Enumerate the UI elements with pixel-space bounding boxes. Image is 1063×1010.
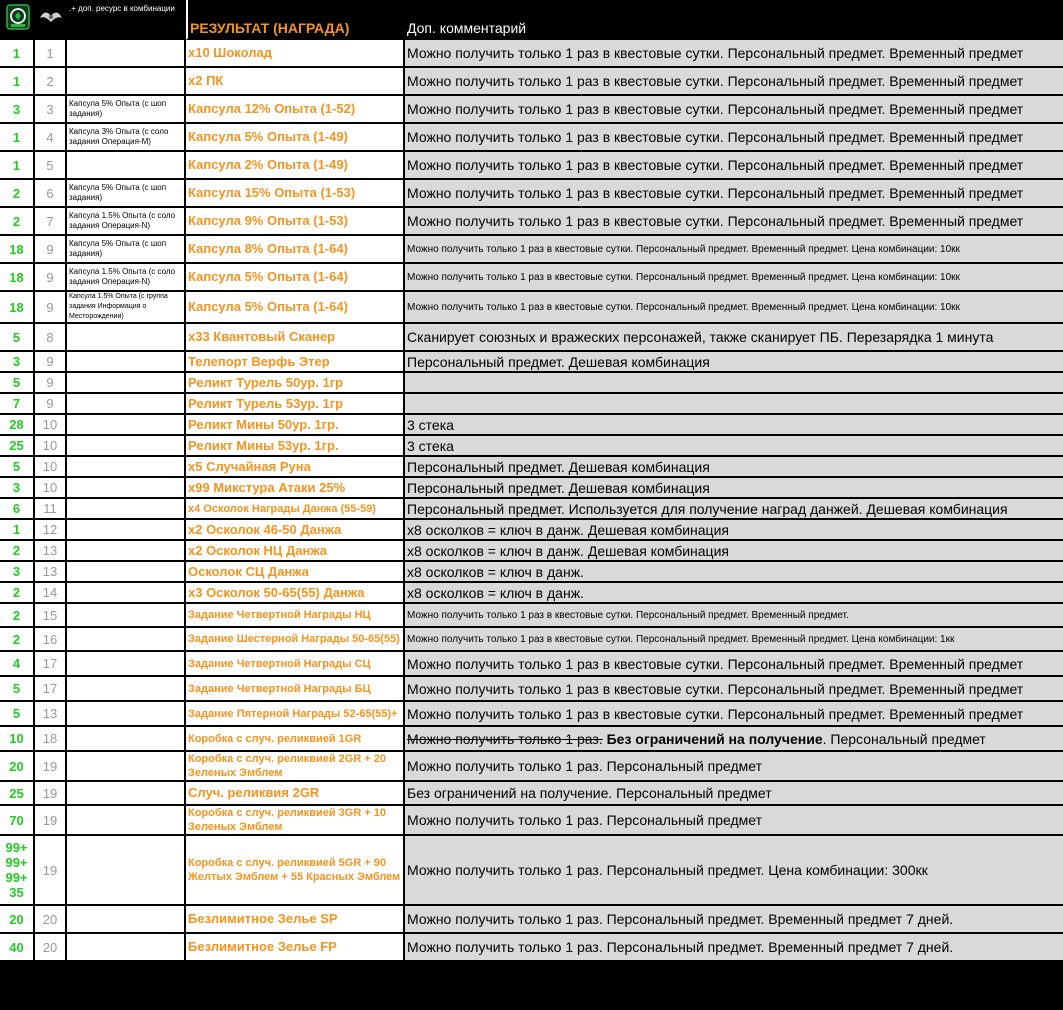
cell-count: 5	[0, 677, 35, 702]
cell-result: x10 Шоколад	[186, 40, 405, 68]
cell-level: 13	[35, 562, 67, 583]
cell-extra	[67, 752, 186, 782]
cell-count: 18	[0, 264, 35, 292]
cell-count: 5	[0, 373, 35, 394]
cell-level: 17	[35, 677, 67, 702]
cell-result: Капсула 5% Опыта (1-64)	[186, 264, 405, 292]
cell-level: 10	[35, 436, 67, 457]
header-comment: Доп. комментарий	[405, 0, 1063, 40]
cell-count: 25	[0, 436, 35, 457]
cell-comment: 3 стека	[405, 415, 1063, 436]
cell-extra	[67, 68, 186, 96]
table-row	[0, 457, 1063, 478]
cell-extra	[67, 152, 186, 180]
cell-count: 5	[0, 324, 35, 352]
table-row	[0, 583, 1063, 604]
cell-result: x3 Осколок 50-65(55) Данжа	[186, 583, 405, 604]
table-row	[0, 652, 1063, 677]
table-row	[0, 292, 1063, 324]
cell-comment: Можно получить только 1 раз в квестовые сутки. Персональный предмет. Временный предмет	[405, 96, 1063, 124]
cell-level: 8	[35, 324, 67, 352]
cell-count: 2	[0, 604, 35, 628]
cell-count: 2	[0, 628, 35, 652]
cell-result: Реликт Мины 50ур. 1гр.	[186, 415, 405, 436]
cell-result: Коробка с случ. реликвией 5GR + 90 Желтых Эмблем + 55 Красных Эмблем	[186, 836, 405, 906]
cell-count: 5	[0, 702, 35, 727]
cell-level: 5	[35, 152, 67, 180]
cell-extra	[67, 40, 186, 68]
cell-extra	[67, 436, 186, 457]
cell-count: 20	[0, 906, 35, 934]
cell-result: x33 Квантовый Сканер	[186, 324, 405, 352]
cell-count: 2	[0, 208, 35, 236]
cell-level: 17	[35, 652, 67, 677]
cell-extra	[67, 520, 186, 541]
table-row	[0, 604, 1063, 628]
cell-level: 9	[35, 394, 67, 415]
cell-result: Реликт Турель 50ур. 1гр	[186, 373, 405, 394]
cell-extra	[67, 352, 186, 373]
cell-result: Реликт Турель 53ур. 1гр	[186, 394, 405, 415]
cell-comment: Персональный предмет. Используется для получение наград данжей. Дешевая комбинация	[405, 499, 1063, 520]
cell-comment: x8 осколков = ключ в данж. Дешевая комбинация	[405, 520, 1063, 541]
cell-level: 10	[35, 457, 67, 478]
table-row	[0, 352, 1063, 373]
table-row	[0, 264, 1063, 292]
cell-count: 28	[0, 415, 35, 436]
header-result: РЕЗУЛЬТАТ (НАГРАДА)	[186, 0, 405, 40]
cell-level: 15	[35, 604, 67, 628]
cell-comment	[405, 394, 1063, 415]
cell-extra	[67, 324, 186, 352]
cell-count: 1	[0, 68, 35, 96]
cell-count: 2	[0, 180, 35, 208]
table-row	[0, 752, 1063, 782]
cell-result: x2 ПК	[186, 68, 405, 96]
cell-level: 11	[35, 499, 67, 520]
header-extra: .+ доп. ресурс в комбинации	[67, 0, 186, 40]
cell-extra	[67, 478, 186, 499]
cell-count: 2	[0, 583, 35, 604]
cell-level: 1	[35, 40, 67, 68]
cell-level: 9	[35, 373, 67, 394]
table-row	[0, 208, 1063, 236]
table-row	[0, 324, 1063, 352]
cell-extra	[67, 806, 186, 836]
cell-comment: Без ограничений на получение. Персональный предмет	[405, 782, 1063, 806]
cell-comment: Можно получить только 1 раз в квестовые сутки. Персональный предмет. Временный предмет	[405, 124, 1063, 152]
cell-level: 13	[35, 541, 67, 562]
cell-level: 7	[35, 208, 67, 236]
cell-extra	[67, 906, 186, 934]
table-row	[0, 96, 1063, 124]
cell-result: Осколок СЦ Данжа	[186, 562, 405, 583]
cell-comment: Можно получить только 1 раз. Персональный предмет. Временный предмет 7 дней.	[405, 906, 1063, 934]
cell-result: Случ. реликвия 2GR	[186, 782, 405, 806]
cell-result: Задание Шестерной Награды 50-65(55)	[186, 628, 405, 652]
table-row	[0, 40, 1063, 68]
cell-level: 19	[35, 836, 67, 906]
cell-level: 20	[35, 906, 67, 934]
cell-extra	[67, 934, 186, 962]
cell-comment: x8 осколков = ключ в данж.	[405, 583, 1063, 604]
cell-extra: Капсула 1.5% Опыта (с соло задания Операция-N)	[67, 264, 186, 292]
cell-count: 40	[0, 934, 35, 962]
table-row	[0, 478, 1063, 499]
cell-count: 7	[0, 394, 35, 415]
table-row	[0, 541, 1063, 562]
cell-result: Коробка с случ. реликвией 3GR + 10 Зеленых Эмблем	[186, 806, 405, 836]
cell-count: 3	[0, 96, 35, 124]
cell-count: 3	[0, 352, 35, 373]
comment-tail: . Персональный предмет	[822, 730, 986, 747]
cell-result: Задание Четвертной Награды НЦ	[186, 604, 405, 628]
table-row	[0, 677, 1063, 702]
cell-extra	[67, 727, 186, 752]
cell-extra: Капсула 1.5% Опыта (с группа задания Информация о Месторождении)	[67, 292, 186, 324]
cell-result: Коробка с случ. реликвией 1GR	[186, 727, 405, 752]
table-row	[0, 436, 1063, 457]
cell-level: 12	[35, 520, 67, 541]
cell-comment	[405, 727, 1063, 752]
table-row	[0, 520, 1063, 541]
cell-count: 20	[0, 752, 35, 782]
table-row	[0, 415, 1063, 436]
table-row	[0, 836, 1063, 906]
cell-level: 2	[35, 68, 67, 96]
cell-level: 13	[35, 702, 67, 727]
cell-comment: Можно получить только 1 раз в квестовые сутки. Персональный предмет. Временный предмет	[405, 677, 1063, 702]
cell-result: Капсула 12% Опыта (1-52)	[186, 96, 405, 124]
cell-result: x2 Осколок 46-50 Данжа	[186, 520, 405, 541]
cell-comment: x8 осколков = ключ в данж.	[405, 562, 1063, 583]
cell-count: 1	[0, 124, 35, 152]
cell-extra	[67, 628, 186, 652]
cell-count: 4	[0, 652, 35, 677]
cell-result: Безлимитное Зелье SP	[186, 906, 405, 934]
cell-extra	[67, 604, 186, 628]
cell-level: 3	[35, 96, 67, 124]
cell-count: 10	[0, 727, 35, 752]
cell-level: 14	[35, 583, 67, 604]
cell-level: 6	[35, 180, 67, 208]
cell-extra: Капсула 3% Опыта (с соло задания Операция-М)	[67, 124, 186, 152]
cell-level: 4	[35, 124, 67, 152]
cell-level: 10	[35, 478, 67, 499]
cell-count: 25	[0, 782, 35, 806]
comment-bold: Без ограничений на получение	[602, 730, 823, 747]
cell-result: x99 Микстура Атаки 25%	[186, 478, 405, 499]
cell-comment: Персональный предмет. Дешевая комбинация	[405, 352, 1063, 373]
cell-result: Задание Четвертной Награды СЦ	[186, 652, 405, 677]
table-row	[0, 727, 1063, 752]
cell-comment: Можно получить только 1 раз. Персональный предмет. Временный предмет 7 дней.	[405, 934, 1063, 962]
table-body	[0, 40, 1063, 962]
cell-result: Реликт Мины 53ур. 1гр.	[186, 436, 405, 457]
cell-result: Капсула 15% Опыта (1-53)	[186, 180, 405, 208]
cell-count: 1	[0, 520, 35, 541]
cell-comment: Можно получить только 1 раз в квестовые сутки. Персональный предмет. Временный предмет.	[405, 604, 1063, 628]
cell-count: 3	[0, 562, 35, 583]
cell-count: 1	[0, 40, 35, 68]
cell-comment: Можно получить только 1 раз. Персональный предмет	[405, 806, 1063, 836]
cell-level: 19	[35, 806, 67, 836]
cell-comment: Персональный предмет. Дешевая комбинация	[405, 478, 1063, 499]
cell-count: 6	[0, 499, 35, 520]
cell-count: 99+ 99+ 99+ 35	[0, 836, 35, 906]
cell-comment: Можно получить только 1 раз в квестовые сутки. Персональный предмет. Временный предмет	[405, 180, 1063, 208]
table-row	[0, 562, 1063, 583]
cell-comment: Можно получить только 1 раз в квестовые сутки. Персональный предмет. Временный предмет	[405, 208, 1063, 236]
cell-result: Телепорт Верфь Этер	[186, 352, 405, 373]
cell-count: 3	[0, 478, 35, 499]
cell-result: Коробка с случ. реликвией 2GR + 20 Зеленых Эмблем	[186, 752, 405, 782]
cell-count: 2	[0, 541, 35, 562]
cell-level: 9	[35, 292, 67, 324]
cell-level: 9	[35, 236, 67, 264]
cell-extra	[67, 457, 186, 478]
cell-extra	[67, 394, 186, 415]
cell-result: x2 Осколок НЦ Данжа	[186, 541, 405, 562]
cell-result: x5 Случайная Руна	[186, 457, 405, 478]
cell-extra: Капсула 5% Опыта (с шоп задания)	[67, 180, 186, 208]
cell-comment	[405, 373, 1063, 394]
cell-count: 1	[0, 152, 35, 180]
table-row	[0, 499, 1063, 520]
cell-extra	[67, 562, 186, 583]
cell-result: Задание Четвертной Награды БЦ	[186, 677, 405, 702]
cell-extra	[67, 782, 186, 806]
cell-comment: Можно получить только 1 раз. Персональный предмет	[405, 752, 1063, 782]
cell-level: 20	[35, 934, 67, 962]
cell-count: 18	[0, 236, 35, 264]
cell-extra	[67, 652, 186, 677]
cell-level: 16	[35, 628, 67, 652]
cell-result: x4 Осколок Награды Данжа (55-59)	[186, 499, 405, 520]
cell-result: Капсула 9% Опыта (1-53)	[186, 208, 405, 236]
table-row	[0, 124, 1063, 152]
cell-level: 19	[35, 782, 67, 806]
table-row	[0, 806, 1063, 836]
cell-comment: Можно получить только 1 раз в квестовые сутки. Персональный предмет. Временный предмет. Цена комбинации: 1кк	[405, 628, 1063, 652]
cell-comment: Можно получить только 1 раз в квестовые сутки. Персональный предмет. Временный предмет	[405, 40, 1063, 68]
header-level	[35, 0, 67, 40]
cell-extra	[67, 677, 186, 702]
cell-comment: Можно получить только 1 раз в квестовые сутки. Персональный предмет. Временный предмет	[405, 68, 1063, 96]
green-emblem-icon	[6, 4, 30, 30]
header-count	[0, 0, 35, 40]
cell-count: 70	[0, 806, 35, 836]
cell-comment: Можно получить только 1 раз в квестовые сутки. Персональный предмет. Временный предмет. Цена комбинации: 10кк	[405, 236, 1063, 264]
table-row	[0, 628, 1063, 652]
cell-extra: Капсула 5% Опыта (с шоп задания)	[67, 236, 186, 264]
cell-comment: Можно получить только 1 раз в квестовые сутки. Персональный предмет. Временный предмет	[405, 652, 1063, 677]
cell-extra	[67, 702, 186, 727]
cell-extra	[67, 373, 186, 394]
table-row	[0, 236, 1063, 264]
cell-extra	[67, 541, 186, 562]
table-row	[0, 373, 1063, 394]
cell-result: Безлимитное Зелье FP	[186, 934, 405, 962]
cell-extra: Капсула 5% Опыта (с шоп задания)	[67, 96, 186, 124]
cell-result: Задание Пятерной Награды 52-65(55)+	[186, 702, 405, 727]
cell-comment: Персональный предмет. Дешевая комбинация	[405, 457, 1063, 478]
table-row	[0, 934, 1063, 962]
table-row	[0, 68, 1063, 96]
table-row	[0, 782, 1063, 806]
cell-comment: Можно получить только 1 раз в квестовые сутки. Персональный предмет. Временный предмет. Цена комбинации: 10кк	[405, 292, 1063, 324]
cell-comment: Можно получить только 1 раз в квестовые сутки. Персональный предмет. Временный предмет	[405, 152, 1063, 180]
cell-level: 9	[35, 352, 67, 373]
cell-level: 9	[35, 264, 67, 292]
cell-result: Капсула 5% Опыта (1-49)	[186, 124, 405, 152]
cell-extra	[67, 836, 186, 906]
cell-extra	[67, 583, 186, 604]
cell-level: 19	[35, 752, 67, 782]
cell-comment: Можно получить только 1 раз в квестовые сутки. Персональный предмет. Временный предмет. Цена комбинации: 10кк	[405, 264, 1063, 292]
comment-struck: Можно получить только 1 раз.	[407, 730, 603, 747]
cell-result: Капсула 5% Опыта (1-64)	[186, 292, 405, 324]
table-row	[0, 394, 1063, 415]
cell-level: 10	[35, 415, 67, 436]
cell-comment: Можно получить только 1 раз в квестовые сутки. Персональный предмет. Временный предмет	[405, 702, 1063, 727]
cell-extra	[67, 499, 186, 520]
table-row	[0, 152, 1063, 180]
cell-comment: Сканирует союзных и вражеских персонажей, также сканирует ПБ. Перезарядка 1 минута	[405, 324, 1063, 352]
cell-extra: Капсула 1.5% Опыта (с соло задания Операция-N)	[67, 208, 186, 236]
cell-count: 18	[0, 292, 35, 324]
cell-count: 5	[0, 457, 35, 478]
cell-comment: Можно получить только 1 раз. Персональный предмет. Цена комбинации: 300кк	[405, 836, 1063, 906]
table-row	[0, 180, 1063, 208]
cell-level: 18	[35, 727, 67, 752]
table-row	[0, 906, 1063, 934]
cell-result: Капсула 2% Опыта (1-49)	[186, 152, 405, 180]
cell-extra	[67, 415, 186, 436]
cell-result: Капсула 8% Опыта (1-64)	[186, 236, 405, 264]
table-row	[0, 702, 1063, 727]
winged-creature-icon	[38, 6, 64, 28]
cell-comment: x8 осколков = ключ в данж. Дешевая комбинация	[405, 541, 1063, 562]
header-row	[0, 0, 1063, 40]
cell-comment: 3 стека	[405, 436, 1063, 457]
